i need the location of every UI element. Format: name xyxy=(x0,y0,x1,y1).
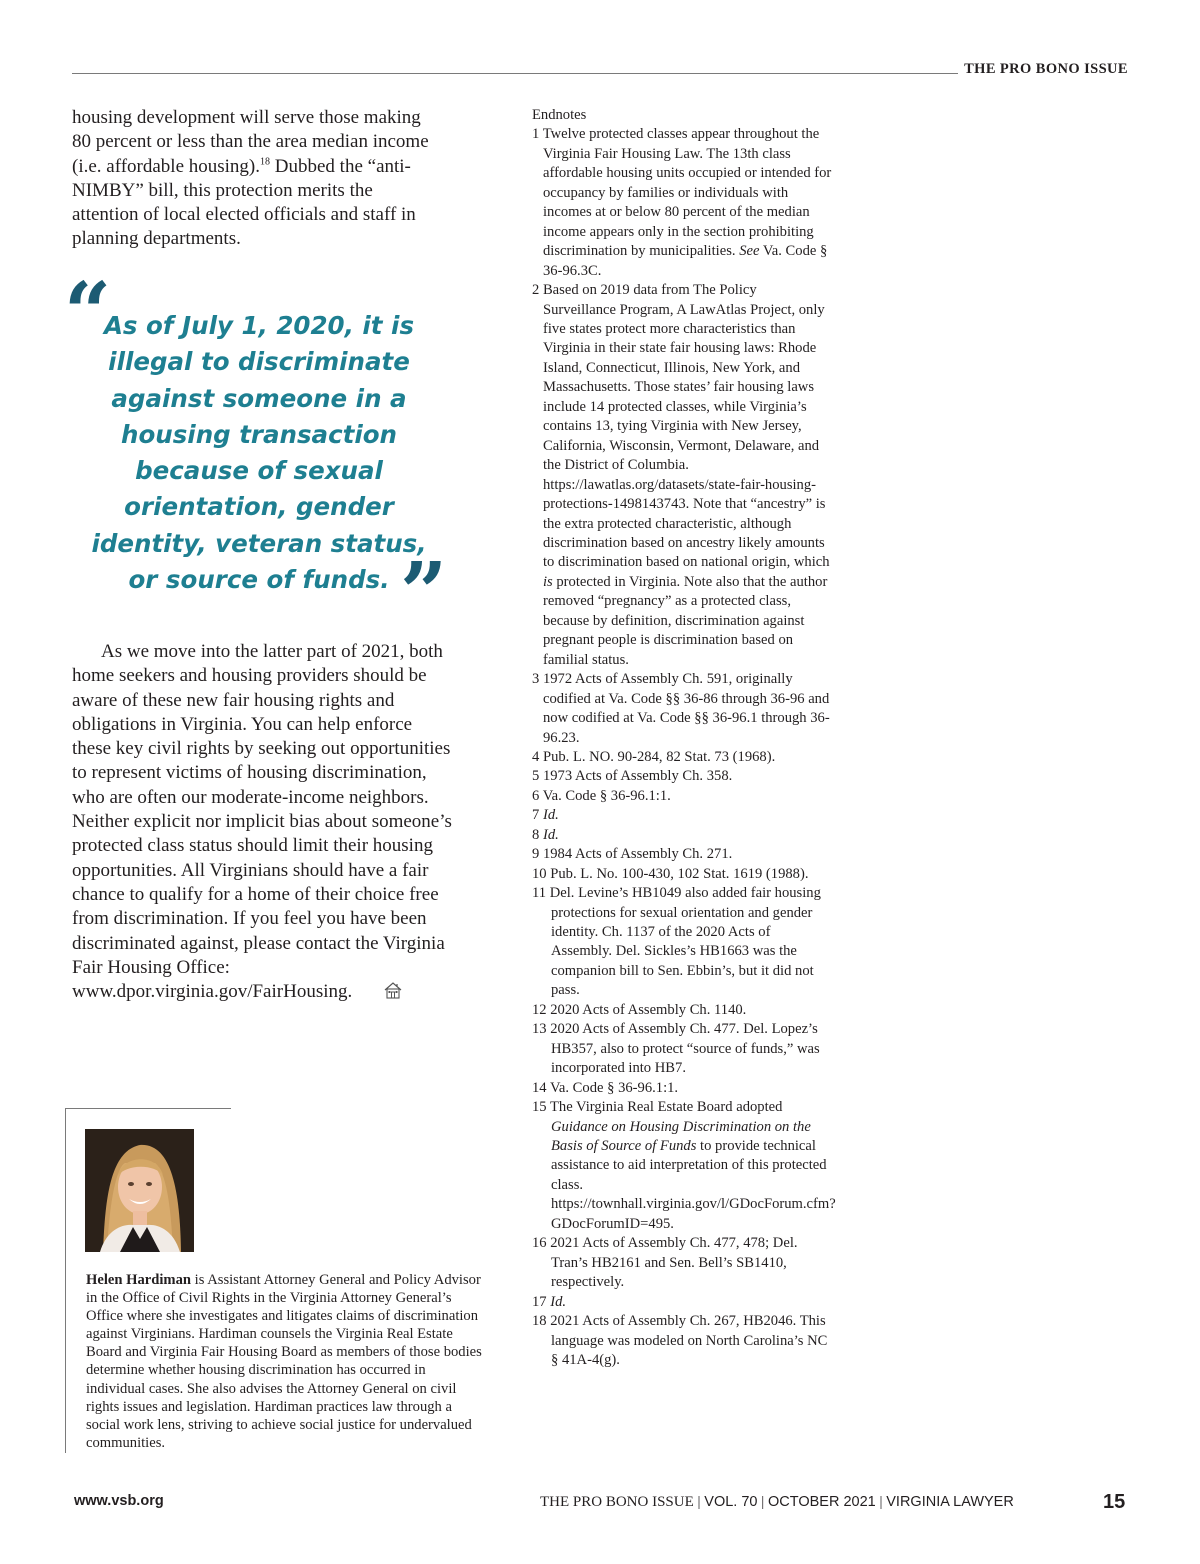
endnote-number: 12 xyxy=(532,1001,547,1018)
pull-quote xyxy=(64,265,454,641)
endnotes-list xyxy=(532,125,836,1370)
endnote-text: Based on 2019 data from The Policy Surveillance Program, A LawAtlas Project, only five states protect more characteristics than Virginia in their state fair housing laws: Rhode Island, Connecticut, Illinois, New York, and Massachusetts. Those states’ fair housing laws include 14 protected classes, while Virginia’s contains 13, tying Virginia with New Jersey, California, Wisconsin, Vermont, Delaware, and the District of Columbia. https://lawatlas.org/datasets/state-fair-housing-protections-1498143743. Note that “ancestry” is the extra protected characteristic, although discrimination based on ancestry likely amounts to discrimination based on national origin, which xyxy=(542,282,830,571)
endnote-item xyxy=(532,748,832,767)
bio-top-rule xyxy=(66,1108,231,1109)
article-column-left xyxy=(72,106,444,252)
endnote-text: The Virginia Real Estate Board adopted xyxy=(549,1099,783,1116)
footer-issue: THE PRO BONO ISSUE xyxy=(540,1494,694,1510)
endnote-number: 9 xyxy=(532,846,540,863)
endnote-text: Va. Code § 36-96.1:1. xyxy=(549,1079,679,1096)
endnote-text: 2021 Acts of Assembly Ch. 477, 478; Del. Tran’s HB2161 and Sen. Bell’s SB1410, respectively. xyxy=(550,1235,798,1291)
endnote-italic-text: Guidance on Housing Discrimination on the Basis of Source of Funds xyxy=(551,1118,811,1155)
endnote-italic-text: Id. xyxy=(542,807,559,824)
author-name: Helen Hardiman xyxy=(86,1272,191,1288)
endnote-number: 8 xyxy=(532,826,540,843)
paragraph-2-text: As we move into the latter part of 2021, both home seekers and housing providers should be aware of these new fair housing rights and obligations in Virginia. You can help enforce these key civil rights by seeking out opportunities to represent victims of housing discrimination, who are often our moderate-income neighbors. Neither explicit nor implicit bias about someone’s protected class status should limit their housing opportunities. All Virginians should have a fair chance to qualify for a home of their choice free from discrimination. If you feel you have been discriminated against, please contact the Virginia Fair Housing Office: www.dpor.virginia.gov/FairHousing. xyxy=(72,641,452,1003)
footer-issue-line xyxy=(540,1494,1014,1511)
endnote-text: Del. Levine’s HB1049 also added fair housing protections for sexual orientation and gender identity. Ch. 1137 of the 2020 Acts of Assembly. Del. Sickles’s HB1663 was the companion bill to Sen. Ebbin’s, but it did not pass. xyxy=(549,885,821,999)
endnote-item xyxy=(532,125,832,281)
endnote-item xyxy=(532,1234,832,1292)
endnote-number: 16 xyxy=(532,1235,547,1252)
endnote-italic-text: Id. xyxy=(542,826,559,843)
endnote-number: 6 xyxy=(532,787,540,804)
endnote-number: 11 xyxy=(532,885,547,902)
endnote-italic-text: is xyxy=(543,573,553,590)
article-paragraph-2-wrapper xyxy=(72,640,452,1006)
endnote-number: 10 xyxy=(532,865,547,882)
endnote-number: 2 xyxy=(532,282,540,299)
endnote-text: 2020 Acts of Assembly Ch. 477. Del. Lopez’s HB357, also to protect “source of funds,” was incorporated into HB7. xyxy=(550,1021,820,1077)
footer-separator: | xyxy=(693,1494,705,1510)
endnote-text: Twelve protected classes appear throughout the Virginia Fair Housing Law. The 13th class affordable housing units occupied or intended for occupancy by families or individuals with incomes at or below 80 percent of the median income appears only in the section prohibiting discrimination by municipalities. xyxy=(542,126,832,260)
endnote-item xyxy=(532,767,832,786)
endnote-text-continued: Va. Code § 36-96.3C. xyxy=(543,243,828,279)
endnote-number: 1 xyxy=(532,126,540,143)
endnote-italic-text: See xyxy=(739,243,760,260)
endnote-number: 18 xyxy=(532,1313,547,1330)
header-rule xyxy=(72,73,958,74)
running-head: THE PRO BONO ISSUE xyxy=(964,61,1128,77)
endnote-text: 2020 Acts of Assembly Ch. 1140. xyxy=(550,1001,747,1018)
endnote-text: 1984 Acts of Assembly Ch. 271. xyxy=(542,846,733,863)
pull-quote-text: As of July 1, 2020, it is illegal to discriminate against someone in a housing transaction because of sexual orientation, gender identity, veteran status, or source of funds. xyxy=(91,311,427,595)
endnote-text: Pub. L. No. 100-430, 102 Stat. 1619 (1988). xyxy=(550,865,809,882)
footer-separator: | xyxy=(757,1494,768,1510)
endnote-text-continued: to provide technical assistance to aid interpretation of this protected class. https://townhall.virginia.gov/l/GDocForum.cfm?GDocForumID=495. xyxy=(551,1138,836,1232)
paragraph-1-text: housing development will serve those making 80 percent or less than the area median income (i.e. affordable housing). xyxy=(72,107,429,177)
endnote-item xyxy=(532,845,832,864)
author-bio-box xyxy=(65,1108,486,1453)
page-number: 15 xyxy=(1103,1491,1126,1513)
endnote-text: 1973 Acts of Assembly Ch. 358. xyxy=(542,768,733,785)
endnote-item xyxy=(532,1001,832,1020)
endnote-item xyxy=(532,1293,832,1312)
article-paragraph-2 xyxy=(72,640,452,1006)
endnote-item xyxy=(532,884,832,1001)
endnote-text: 1972 Acts of Assembly Ch. 591, originally codified at Va. Code §§ 36-86 through 36-96 and now codified at Va. Code §§ 36-96.1 through 36-96.23. xyxy=(542,671,830,746)
endnote-item xyxy=(532,670,832,748)
endnote-number: 14 xyxy=(532,1079,547,1096)
endnote-text-continued: protected in Virginia. Note also that the author removed “pregnancy” as a protected class, because by definition, discrimination against pregnant people is discrimination based on familial status. xyxy=(543,573,828,668)
paragraph-1-continued: Dubbed the “anti-NIMBY” bill, this protection merits the attention of local elected officials and staff in planning departments. xyxy=(72,155,416,250)
endnote-item xyxy=(532,281,832,670)
endnote-number: 4 xyxy=(532,748,540,765)
endnote-item xyxy=(532,1312,832,1370)
footer-separator: | xyxy=(875,1494,887,1510)
endnote-number: 15 xyxy=(532,1099,547,1116)
endnote-number: 5 xyxy=(532,768,540,785)
endnote-item xyxy=(532,865,832,884)
bio-body: is Assistant Attorney General and Policy Advisor in the Office of Civil Rights in the Virginia Attorney General’s Office where she investigates and litigates claims of discrimination against Virginians. Hardiman counsels the Virginia Real Estate Board and Virginia Fair Housing Board as members of those bodies determine whether housing discrimination has occurred in individual cases. She also advises the Attorney General on civil rights issues and legislation. Hardiman practices law through a social work lens, striving to achieve social justice for undervalued communities. xyxy=(86,1272,482,1451)
endnote-number: 17 xyxy=(532,1293,547,1310)
endnote-item xyxy=(532,1098,836,1234)
endnote-item xyxy=(532,806,832,825)
footer-website[interactable]: www.vsb.org xyxy=(74,1493,164,1509)
author-bio-text xyxy=(86,1271,486,1452)
endnote-text: Pub. L. NO. 90-284, 82 Stat. 73 (1968). xyxy=(542,748,776,765)
footnote-ref-18[interactable]: 18 xyxy=(260,156,271,168)
endnote-text: Va. Code § 36-96.1:1. xyxy=(542,787,671,804)
endnote-item xyxy=(532,787,832,806)
open-quote-icon: “ xyxy=(64,265,112,361)
endnote-text: 2021 Acts of Assembly Ch. 267, HB2046. This language was modeled on North Carolina’s NC § 41A-4(g). xyxy=(550,1313,828,1368)
article-paragraph-1 xyxy=(72,106,444,252)
endnote-item xyxy=(532,1020,832,1078)
endnote-number: 7 xyxy=(532,807,540,824)
footer-magazine: VIRGINIA LAWYER xyxy=(886,1494,1014,1510)
endnote-item xyxy=(532,1079,832,1098)
author-photo xyxy=(85,1129,194,1252)
end-mark-house-icon xyxy=(354,981,403,1006)
endnotes-column xyxy=(532,106,836,1370)
footer-volume: VOL. 70 xyxy=(704,1494,758,1510)
footer-date: OCTOBER 2021 xyxy=(768,1494,876,1510)
endnotes-heading: Endnotes xyxy=(532,107,587,123)
close-quote-icon: ” xyxy=(400,545,448,641)
endnote-italic-text: Id. xyxy=(550,1293,567,1310)
endnote-item xyxy=(532,826,832,845)
endnote-number: 3 xyxy=(532,671,540,688)
endnote-number: 13 xyxy=(532,1021,547,1038)
